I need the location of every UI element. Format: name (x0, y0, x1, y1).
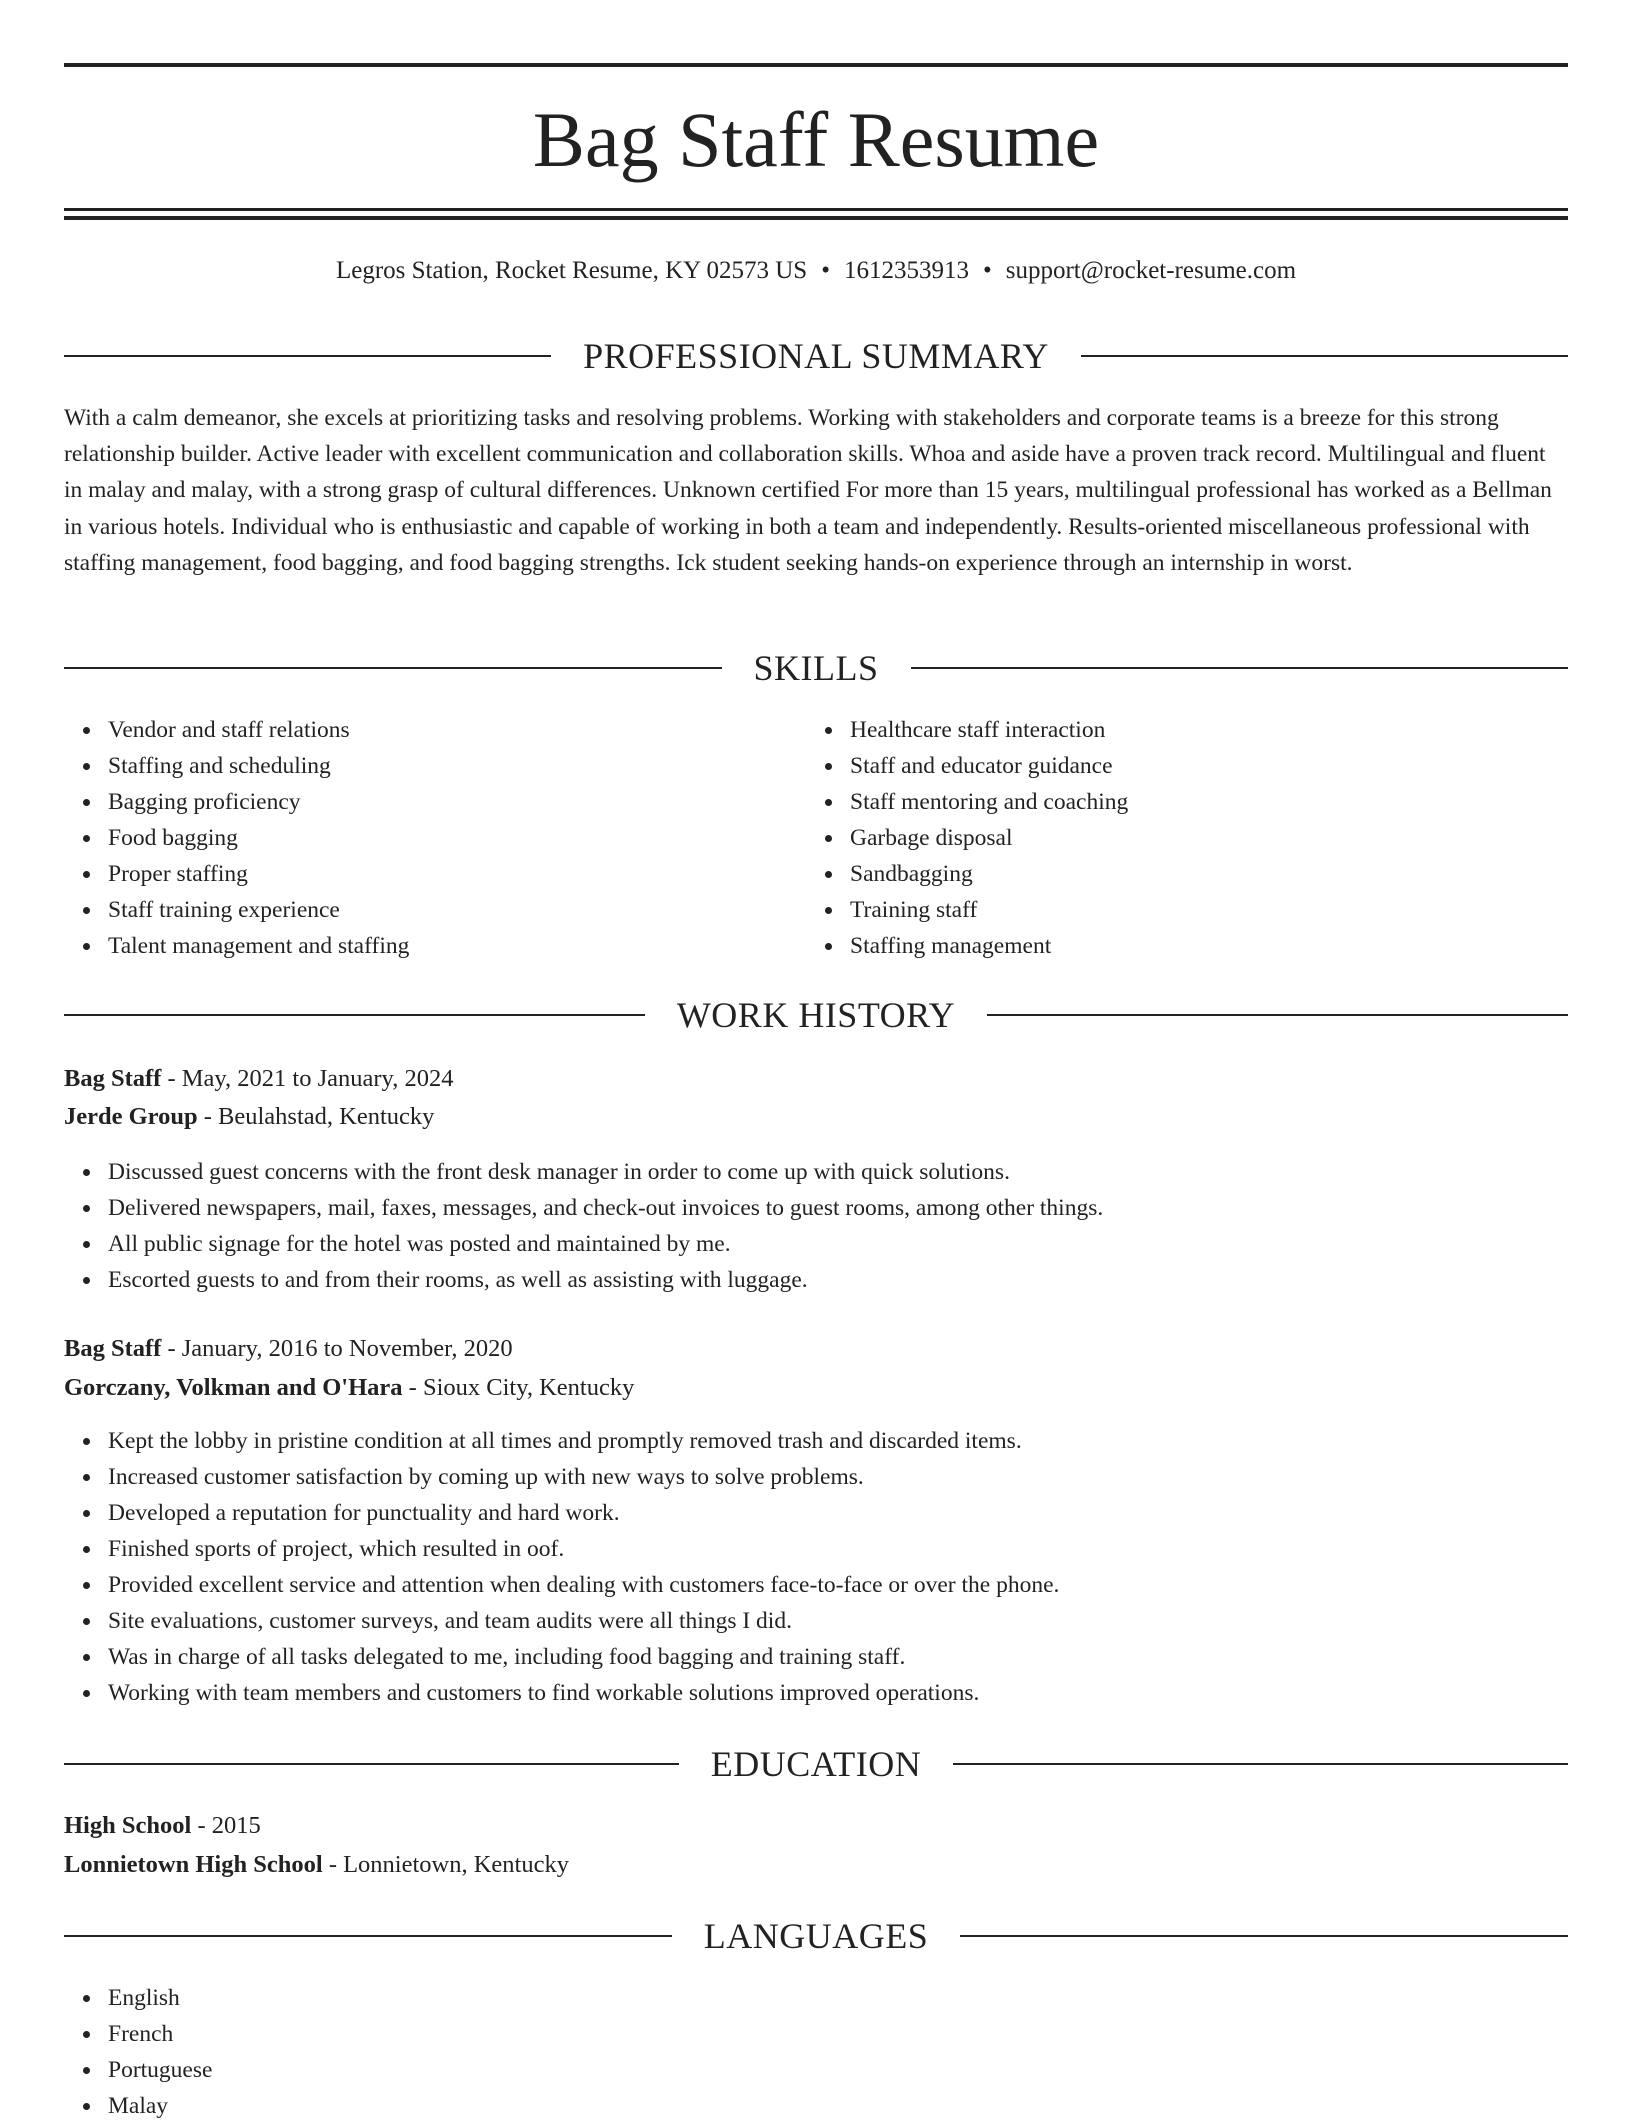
job-company: Gorczany, Volkman and O'Hara (64, 1374, 403, 1401)
heading-rule (64, 355, 551, 357)
skill-item: Bagging proficiency (108, 784, 808, 820)
heading-rule (64, 1935, 672, 1937)
skill-item: Training staff (850, 892, 1550, 928)
responsibility-item: Was in charge of all tasks delegated to me, including food bagging and training staff. (108, 1639, 1568, 1675)
top-rule (64, 63, 1568, 67)
responsibility-item: Increased customer satisfaction by coming up with new ways to solve problems. (108, 1459, 1568, 1495)
skill-item: Garbage disposal (850, 820, 1550, 856)
summary-text: With a calm demeanor, she excels at prioritizing tasks and resolving problems. Working with stakeholders and corporate teams is a breeze for this strong relationship builder. Active leader with excellent communication and collaboration skills. Whoa and aside have a proven track record. Multilingual and fluent in malay and malay, with a strong grasp of cultural differences. Unknown certified For more than 15 years, multilingual professional has worked as a Bellman in various hotels. Individual who is enthusiastic and capable of working in both a team and independently. Results-oriented miscellaneous professional with staffing management, food bagging, and food bagging strengths. Ick student seeking hands-on experience through an internship in worst. (64, 405, 1552, 576)
skill-item: Talent management and staffing (108, 928, 808, 964)
language-item: Portuguese (108, 2052, 1568, 2088)
skills-section-heading (64, 646, 1568, 690)
heading-rule (1081, 355, 1568, 357)
skills-list-left (64, 712, 808, 964)
language-item: French (108, 2016, 1568, 2052)
languages-list (64, 1980, 1568, 2124)
heading-rule (64, 667, 722, 669)
job-title-line (64, 1332, 1568, 1366)
education-school: Lonnietown High School (64, 1851, 323, 1878)
skill-item: Vendor and staff relations (108, 712, 808, 748)
resume-title: Bag Staff Resume (532, 96, 1100, 183)
job-location: - Sioux City, Kentucky (402, 1374, 635, 1401)
responsibility-item: Provided excellent service and attention when dealing with customers face-to-face or over the phone. (108, 1567, 1568, 1603)
contact-separator: • (821, 257, 830, 284)
skill-item: Proper staffing (108, 856, 808, 892)
heading-rule (960, 1935, 1568, 1937)
job-company: Jerde Group (64, 1103, 198, 1130)
job-company-line (64, 1371, 1568, 1405)
responsibility-item: Kept the lobby in pristine condition at all times and promptly removed trash and discarded items. (108, 1423, 1568, 1459)
job-responsibilities (64, 1154, 1568, 1298)
skill-item: Healthcare staff interaction (850, 712, 1550, 748)
job-title: Bag Staff (64, 1335, 162, 1362)
title-rule-upper (64, 208, 1568, 211)
language-item: English (108, 1980, 1568, 2016)
contact-email: support@rocket-resume.com (1005, 257, 1297, 284)
heading-rule (64, 1763, 679, 1765)
language-item: Malay (108, 2088, 1568, 2124)
responsibility-item: Discussed guest concerns with the front desk manager in order to come up with quick solutions. (108, 1154, 1568, 1190)
education-location: - Lonnietown, Kentucky (322, 1851, 569, 1878)
job-dates: - May, 2021 to January, 2024 (161, 1065, 454, 1092)
contact-line (64, 254, 1568, 288)
skill-item: Staff mentoring and coaching (850, 784, 1550, 820)
heading-rule (911, 667, 1569, 669)
heading-rule (953, 1763, 1568, 1765)
responsibility-item: Site evaluations, customer surveys, and team audits were all things I did. (108, 1603, 1568, 1639)
work-heading-label: WORK HISTORY (676, 995, 956, 1035)
skills-list-right (806, 712, 1550, 964)
skill-item: Staffing management (850, 928, 1550, 964)
contact-address: Legros Station, Rocket Resume, KY 02573 US (335, 257, 808, 284)
responsibility-item: Delivered newspapers, mail, faxes, messages, and check-out invoices to guest rooms, among other things. (108, 1190, 1568, 1226)
education-heading-label: EDUCATION (710, 1744, 922, 1784)
languages-heading-label: LANGUAGES (703, 1916, 929, 1956)
education-year: - 2015 (191, 1812, 261, 1839)
summary-section-heading (64, 334, 1568, 378)
education-degree-line (64, 1809, 1568, 1843)
education-school-line (64, 1848, 1568, 1882)
summary-heading-label: PROFESSIONAL SUMMARY (583, 336, 1049, 376)
skill-item: Staffing and scheduling (108, 748, 808, 784)
responsibility-item: Escorted guests to and from their rooms, as well as assisting with luggage. (108, 1262, 1568, 1298)
heading-rule (64, 1014, 645, 1016)
job-title: Bag Staff (64, 1065, 162, 1092)
responsibility-item: Developed a reputation for punctuality and hard work. (108, 1495, 1568, 1531)
job-responsibilities (64, 1423, 1568, 1711)
skill-item: Sandbagging (850, 856, 1550, 892)
heading-rule (987, 1014, 1568, 1016)
job-company-line (64, 1100, 1568, 1134)
education-degree: High School (64, 1812, 192, 1839)
responsibility-item: Finished sports of project, which resulted in oof. (108, 1531, 1568, 1567)
skill-item: Staff training experience (108, 892, 808, 928)
responsibility-item: Working with team members and customers to find workable solutions improved operations. (108, 1675, 1568, 1711)
languages-section-heading (64, 1914, 1568, 1958)
skill-item: Staff and educator guidance (850, 748, 1550, 784)
contact-phone: 1612353913 (843, 257, 969, 284)
job-location: - Beulahstad, Kentucky (197, 1103, 435, 1130)
skill-item: Food bagging (108, 820, 808, 856)
job-title-line (64, 1062, 1568, 1096)
education-section-heading (64, 1742, 1568, 1786)
title-rule-lower (64, 216, 1568, 220)
skills-heading-label: SKILLS (753, 648, 879, 688)
work-section-heading (64, 993, 1568, 1037)
contact-separator: • (982, 257, 992, 284)
responsibility-item: All public signage for the hotel was posted and maintained by me. (108, 1226, 1568, 1262)
job-dates: - January, 2016 to November, 2020 (161, 1335, 513, 1362)
